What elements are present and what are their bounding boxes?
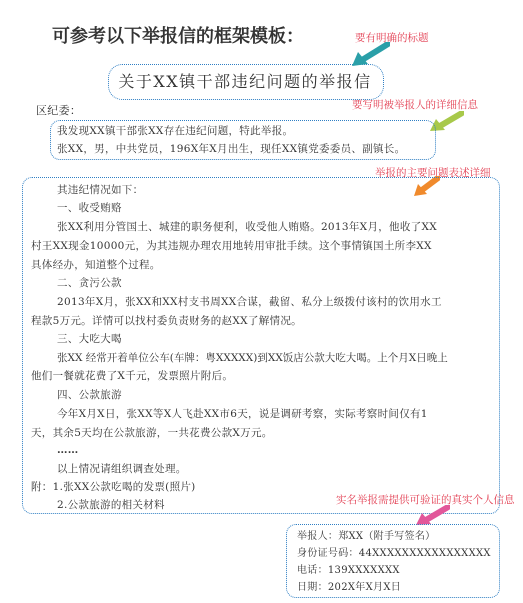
- body-line: 其违纪情况如下：: [57, 184, 144, 196]
- body-line: 2013年X月，张XX和XX村支书周XX合谋，截留、私分上级拨付该村的饮用水工: [57, 296, 442, 308]
- reporter-name: 举报人：郑XX（附手写签名）: [297, 531, 436, 542]
- body-line: 二、贪污公款: [57, 277, 122, 289]
- body-line: 村王XX现金10000元，为其违规办理农用地转用审批手续。这个事情镇国土所李XX: [31, 240, 432, 252]
- letter-title: 关于XX镇干部违纪问题的举报信: [118, 72, 372, 91]
- body-line: 今年X月X日，张XX等X人飞赴XX市6天，说是调研考察，实际考察时间仅有1: [57, 408, 428, 420]
- body-line: 四、公款旅游: [57, 389, 122, 401]
- page-heading: 可参考以下举报信的框架模板：: [52, 26, 304, 47]
- body-line: 张XX 经常开着单位公车(车牌：粤XXXXX)到XX饭店公款大吃大喝。上个月X日晚上: [57, 352, 448, 364]
- intro-line: 我发现XX镇干部张XX存在违纪问题，特此举报。: [57, 125, 294, 137]
- body-line: 天，其余5天均在公款旅游，一共花费公款X万元。: [31, 427, 273, 439]
- body-line: 以上情况请组织调查处理。: [57, 463, 187, 475]
- intro-line: 张XX，男，中共党员，196X年X月出生，现任XX镇党委委员、副镇长。: [57, 143, 406, 155]
- body-line: 张XX利用分管国土、城建的职务便利，收受他人贿赂。2013年X月，他收了XX: [57, 221, 437, 233]
- arrow-title-icon: [350, 42, 390, 68]
- reporter-id: 身份证号码：44XXXXXXXXXXXXXXXX: [297, 548, 491, 559]
- body-line: 附：1.张XX公款吃喝的发票(照片): [31, 481, 196, 493]
- reporter-phone: 电话：139XXXXXXX: [297, 565, 400, 576]
- body-line: 他们一餐就花费了X千元，发票照片附后。: [31, 370, 234, 382]
- annotation-realname: 实名举报需提供可验证的真实个人信息: [336, 494, 515, 506]
- annotation-main: 举报的主要问题表述详细: [375, 167, 491, 179]
- salutation: 区纪委：: [36, 104, 82, 117]
- body-line: 程款5万元。详情可以找村委负责财务的赵XX了解情况。: [31, 315, 302, 327]
- body-line: 具体经办，知道整个过程。: [31, 259, 161, 271]
- body-line: 三、大吃大喝: [57, 333, 122, 345]
- body-line: ……: [57, 444, 79, 456]
- body-line: 2.公款旅游的相关材料: [57, 499, 165, 511]
- body-line: 一、收受贿赂: [57, 202, 122, 214]
- annotation-title: 要有明确的标题: [355, 32, 429, 44]
- reporter-date: 日期：202X年X月X日: [297, 582, 402, 593]
- annotation-reported: 要写明被举报人的详细信息: [352, 99, 478, 111]
